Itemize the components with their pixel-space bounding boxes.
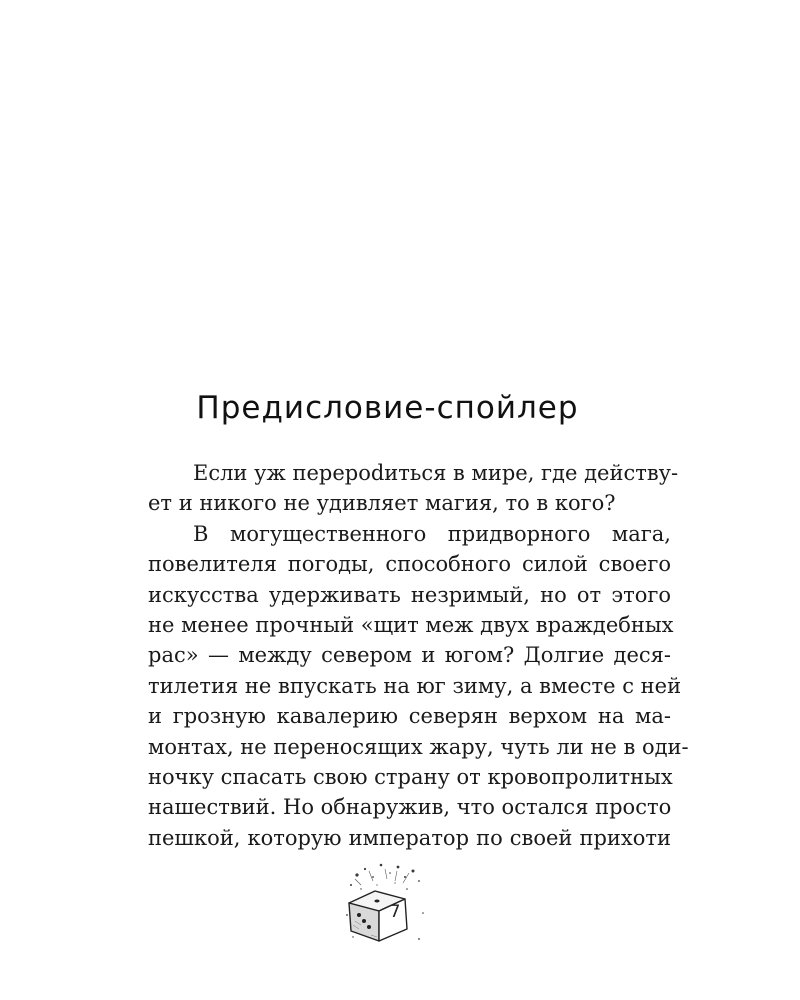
body-text [103,458,689,853]
text-line: тилетия не впускать на юг зиму, а вместе с ней [148,673,682,698]
text-line: пешкой, которую император по своей прихоти [148,825,671,850]
text-line: не менее прочный «щит меж двух враждебных [148,613,674,638]
text-line: искусства удерживать незримый, но от этого [148,582,671,607]
text-line: повелителя погоды, способного силой своего [148,552,671,577]
text-line: ночку спасать свою страну от кровопролитных [148,765,673,790]
text-line: ет и никого не удивляет магия, то в кого? [148,491,616,516]
page-number-ornament [335,855,435,955]
text-line: рас» — между севером и югом? Долгие деся- [148,643,671,668]
chapter-title: Предисловие-спойлер [196,390,579,426]
text-line: нашествий. Но обнаружив, что остался просто [148,795,672,820]
page-number: 7 [389,902,401,922]
text-line: Если уж перерodиться в мире, где действу- [193,461,679,485]
text-line: и грозную кавалерию северян верхом на ма- [148,704,671,729]
paragraph-1 [103,458,679,519]
text-line: монтах, не переносящих жару, чуть ли не в оди- [148,734,689,759]
text-line: В могущественного придворного мага, [193,521,671,546]
paragraph-2 [103,519,689,853]
